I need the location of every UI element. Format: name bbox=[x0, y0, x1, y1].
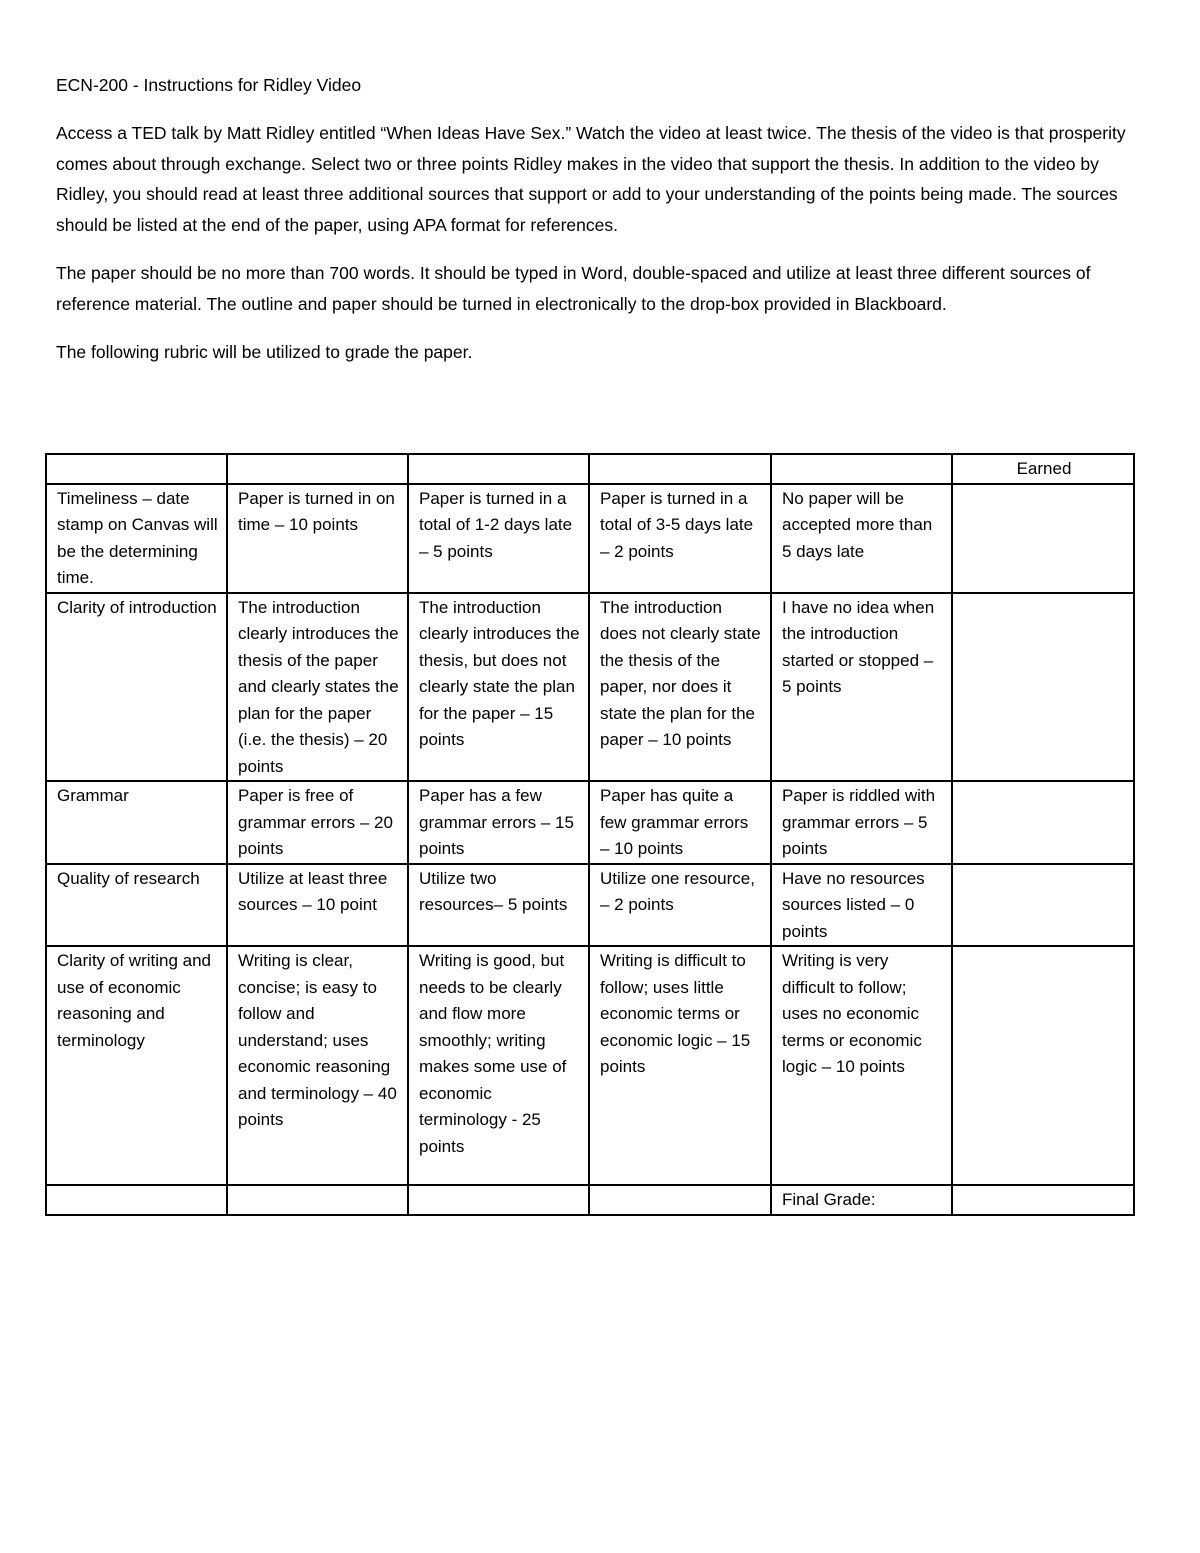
earned-cell[interactable] bbox=[952, 781, 1134, 864]
footer-cell-blank bbox=[46, 1185, 227, 1215]
level-cell: Paper is turned in a total of 3-5 days late – 2 points bbox=[589, 484, 771, 593]
criterion-cell: Clarity of introduction bbox=[46, 593, 227, 782]
level-cell: Utilize one resource, – 2 points bbox=[589, 864, 771, 947]
level-cell: Paper is turned in on time – 10 points bbox=[227, 484, 408, 593]
level-cell: The introduction clearly introduces the thesis of the paper and clearly states the plan for the paper (i.e. the thesis) – 20 points bbox=[227, 593, 408, 782]
final-grade-label: Final Grade: bbox=[771, 1185, 952, 1215]
header-cell-blank bbox=[408, 454, 589, 484]
level-cell: The introduction clearly introduces the thesis, but does not clearly state the plan for the paper – 15 points bbox=[408, 593, 589, 782]
criterion-cell: Timeliness – date stamp on Canvas will be the determining time. bbox=[46, 484, 227, 593]
header-cell-blank bbox=[227, 454, 408, 484]
level-cell: I have no idea when the introduction started or stopped – 5 points bbox=[771, 593, 952, 782]
header-cell-blank bbox=[771, 454, 952, 484]
criterion-cell: Clarity of writing and use of economic reasoning and terminology bbox=[46, 946, 227, 1185]
grading-rubric-table bbox=[45, 453, 1135, 1216]
rubric-row-introduction bbox=[46, 593, 1134, 782]
footer-cell-blank bbox=[227, 1185, 408, 1215]
level-cell: Utilize at least three sources – 10 point bbox=[227, 864, 408, 947]
criterion-cell: Grammar bbox=[46, 781, 227, 864]
level-cell: Paper is free of grammar errors – 20 points bbox=[227, 781, 408, 864]
footer-cell-blank bbox=[408, 1185, 589, 1215]
rubric-row-timeliness bbox=[46, 484, 1134, 593]
rubric-footer-row bbox=[46, 1185, 1134, 1215]
header-cell-blank bbox=[46, 454, 227, 484]
level-cell: Writing is very difficult to follow; uses no economic terms or economic logic – 10 points bbox=[771, 946, 952, 1185]
level-cell: Utilize two resources– 5 points bbox=[408, 864, 589, 947]
header-cell-blank bbox=[589, 454, 771, 484]
footer-cell-blank bbox=[589, 1185, 771, 1215]
paragraph-requirements: The paper should be no more than 700 words. It should be typed in Word, double-spaced and utilize at least three different sources of reference material. The outline and paper should be turned in electronically to the drop-box provided in Blackboard. bbox=[56, 263, 1091, 314]
earned-cell[interactable] bbox=[952, 864, 1134, 947]
level-cell: Have no resources sources listed – 0 points bbox=[771, 864, 952, 947]
level-cell: Writing is good, but needs to be clearly and flow more smoothly; writing makes some use of economic terminology - 25 points bbox=[408, 946, 589, 1185]
earned-cell[interactable] bbox=[952, 484, 1134, 593]
final-grade-value[interactable] bbox=[952, 1185, 1134, 1215]
rubric-header-row bbox=[46, 454, 1134, 484]
level-cell: Paper has quite a few grammar errors – 10 points bbox=[589, 781, 771, 864]
level-cell: The introduction does not clearly state the thesis of the paper, nor does it state the plan for the paper – 10 points bbox=[589, 593, 771, 782]
rubric-row-grammar bbox=[46, 781, 1134, 864]
document-title: ECN-200 - Instructions for Ridley Video bbox=[56, 75, 362, 95]
earned-header: Earned bbox=[952, 454, 1134, 484]
level-cell: Paper is turned in a total of 1-2 days late – 5 points bbox=[408, 484, 589, 593]
rubric-row-research bbox=[46, 864, 1134, 947]
document-body bbox=[56, 70, 1141, 386]
earned-cell[interactable] bbox=[952, 946, 1134, 1185]
level-cell: Writing is difficult to follow; uses little economic terms or economic logic – 15 points bbox=[589, 946, 771, 1185]
level-cell: Writing is clear, concise; is easy to follow and understand; uses economic reasoning and terminology – 40 points bbox=[227, 946, 408, 1185]
level-cell: Paper has a few grammar errors – 15 points bbox=[408, 781, 589, 864]
paragraph-instructions: Access a TED talk by Matt Ridley entitled “When Ideas Have Sex.” Watch the video at least twice. The thesis of the video is that prosperity comes about through exchange. Select two or three points Ridley makes in the video that support the thesis. In addition to the video by Ridley, you should read at least three additional sources that support or add to your understanding of the points being made. The sources should be listed at the end of the paper, using APA format for references. bbox=[56, 123, 1126, 235]
level-cell: No paper will be accepted more than 5 days late bbox=[771, 484, 952, 593]
earned-cell[interactable] bbox=[952, 593, 1134, 782]
rubric-row-writing bbox=[46, 946, 1134, 1185]
level-cell: Paper is riddled with grammar errors – 5 points bbox=[771, 781, 952, 864]
criterion-cell: Quality of research bbox=[46, 864, 227, 947]
paragraph-rubric-intro: The following rubric will be utilized to grade the paper. bbox=[56, 342, 473, 362]
